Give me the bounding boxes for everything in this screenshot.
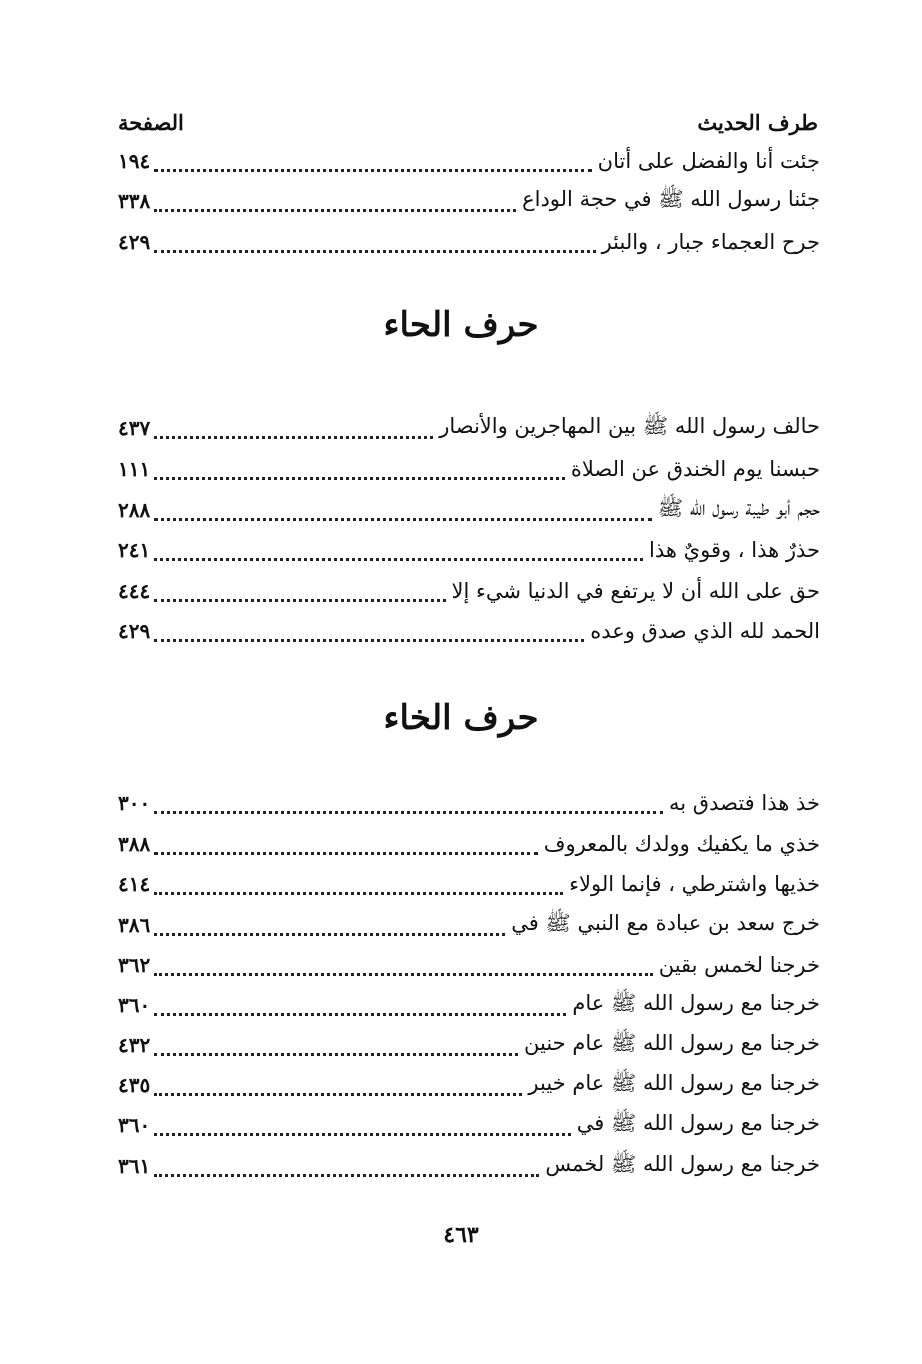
dot-leader: [154, 890, 563, 895]
entry-page-number: ٤٤٤: [118, 579, 151, 603]
index-entry: [118, 1025, 820, 1065]
entry-text: جئت أنا والفضل على أتان: [597, 149, 820, 173]
index-entry: [118, 905, 820, 945]
index-entry: [118, 222, 820, 262]
entry-text: خذيها واشترطي ، فإنما الولاء: [569, 872, 820, 896]
section-title-kha: حرف الخاء: [383, 698, 539, 738]
index-entry: [118, 1105, 820, 1145]
entry-text: خرج سعد بن عبادة مع النبي ﷺ في: [511, 910, 820, 935]
column-headers: [118, 102, 818, 142]
page-number: ٤٦٣: [443, 1222, 479, 1248]
page-column-header: الصفحة: [118, 109, 184, 135]
entry-page-number: ٣٦٢: [118, 953, 151, 977]
dot-leader: [154, 248, 595, 253]
index-entry: [118, 530, 820, 570]
entry-text: حبسنا يوم الخندق عن الصلاة: [570, 457, 820, 481]
section-title-ha: حرف الحاء: [383, 305, 539, 345]
dot-leader: [154, 1172, 539, 1177]
entry-page-number: ٤٣٢: [118, 1033, 151, 1057]
entry-text: حالف رسول الله ﷺ بين المهاجرين والأنصار: [439, 413, 820, 438]
entry-text: خرجنا لخمس بقين: [658, 953, 820, 977]
dot-leader: [154, 1011, 566, 1016]
entry-page-number: ٢٤١: [118, 538, 151, 562]
index-entry: [118, 571, 820, 611]
entry-page-number: ٢٨٨: [118, 498, 151, 522]
index-entry: [118, 945, 820, 985]
index-entry: [118, 141, 820, 181]
dot-leader: [154, 597, 445, 602]
index-entry: [118, 824, 820, 864]
dot-leader: [154, 1091, 522, 1096]
entry-page-number: ٣٠٠: [118, 791, 151, 815]
entry-page-number: ٣٦٠: [118, 1113, 151, 1137]
dot-leader: [154, 475, 565, 480]
dot-leader: [154, 1051, 518, 1056]
entry-page-number: ٤١٤: [118, 872, 151, 896]
entry-text: خرجنا مع رسول الله ﷺ في: [576, 1110, 820, 1135]
entry-page-number: ٣٨٦: [118, 913, 151, 937]
entry-text: حذرٌ هذا ، وقويٌ هذا: [649, 538, 820, 562]
entry-text: جئنا رسول الله ﷺ في حجة الوداع: [522, 186, 820, 211]
entry-text: الحمد لله الذي صدق وعده: [590, 619, 820, 643]
index-entry: [118, 1065, 820, 1105]
entry-text: خرجنا مع رسول الله ﷺ عام حنين: [524, 1030, 820, 1055]
dot-leader: [154, 809, 663, 814]
index-entry: [118, 864, 820, 904]
index-entry: [118, 181, 820, 221]
entry-page-number: ٣٨٨: [118, 832, 151, 856]
index-entry: [118, 1146, 820, 1186]
dot-leader: [154, 516, 652, 521]
dot-leader: [154, 1131, 570, 1136]
index-entry: [118, 408, 820, 448]
entry-page-number: ٣٣٨: [118, 189, 151, 213]
index-entry: [118, 985, 820, 1025]
entry-page-number: ٤٢٩: [118, 619, 151, 643]
entry-page-number: ٤٢٩: [118, 230, 151, 254]
hadith-column-header: طرف الحديث: [697, 109, 818, 135]
index-entry: [118, 611, 820, 651]
entry-page-number: ٣٦٠: [118, 993, 151, 1017]
dot-leader: [154, 850, 537, 855]
dot-leader: [154, 167, 591, 172]
entry-text: جرح العجماء جبار ، والبئر: [601, 230, 820, 254]
entry-text: خذ هذا فتصدق به: [669, 791, 820, 815]
entry-text: حجم أبو طيبة رسول الله ﷺ: [657, 495, 820, 520]
entry-text: خرجنا مع رسول الله ﷺ لخمس: [545, 1151, 820, 1176]
dot-leader: [154, 556, 643, 561]
entry-page-number: ١١١: [118, 457, 151, 481]
index-entry: [118, 783, 820, 823]
entry-page-number: ٤٣٧: [118, 416, 151, 440]
entry-page-number: ٣٦١: [118, 1154, 151, 1178]
index-entry: [118, 490, 820, 530]
dot-leader: [154, 434, 433, 439]
entry-text: خرجنا مع رسول الله ﷺ عام خيبر: [528, 1070, 820, 1095]
dot-leader: [154, 207, 516, 212]
entry-text: حق على الله أن لا يرتفع في الدنيا شيء إلا: [451, 579, 820, 603]
dot-leader: [154, 971, 652, 976]
entry-page-number: ٤٣٥: [118, 1073, 151, 1097]
dot-leader: [154, 931, 505, 936]
entry-page-number: ١٩٤: [118, 149, 151, 173]
entry-text: خذي ما يكفيك وولدك بالمعروف: [543, 832, 820, 856]
index-entry: [118, 449, 820, 489]
dot-leader: [154, 637, 584, 642]
entry-text: خرجنا مع رسول الله ﷺ عام: [572, 990, 820, 1015]
